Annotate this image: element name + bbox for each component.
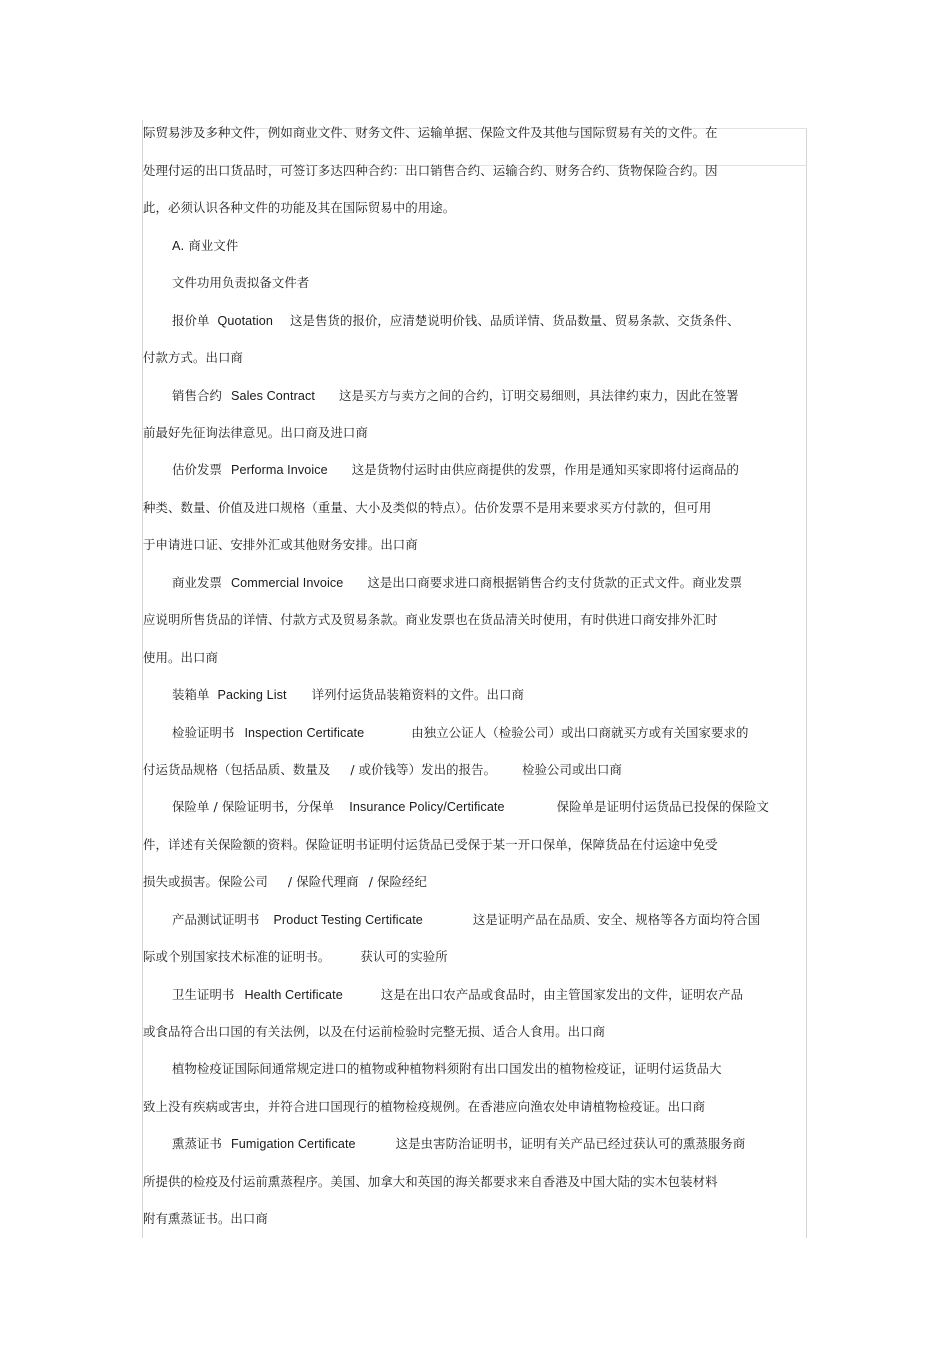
doc-function: 这是买方与卖方之间的合约，订明交易细则，具法律约束力，因此在签署 (338, 388, 739, 403)
doc-entry-insurance-policy (172, 799, 769, 815)
text-segment: 附有熏蒸证书。出口商 (143, 1211, 268, 1226)
text-segment: 文件功用负责拟备文件者 (172, 275, 310, 290)
doc-name-zh: 估价发票 (172, 462, 222, 477)
doc-entry-health-certificate (172, 987, 743, 1003)
doc-name-zh: 商业发票 (172, 575, 222, 590)
doc-entry-quotation (172, 313, 740, 329)
doc-entry-phytosanitary-certificate (172, 1061, 722, 1077)
doc-function: 由独立公证人（检验公司）或出口商就买方或有关国家要求的 (411, 725, 749, 740)
doc-function: 保险单是证明付运货品已投保的保险文 (556, 799, 769, 814)
doc-name-zh: 销售合约 (172, 388, 222, 403)
text-segment: 前最好先征询法律意见。出口商及进口商 (143, 425, 368, 440)
doc-function: 这是在出口农产品或食品时，由主管国家发出的文件，证明农产品 (380, 987, 744, 1002)
text-segment: 付款方式。出口商 (143, 350, 243, 365)
text-segment: 此，必须认识各种文件的功能及其在国际贸易中的用途。 (143, 200, 456, 215)
doc-function: 这是证明产品在品质、安全、规格等各方面均符合国 (472, 912, 761, 927)
text-segment: 损失或损害。保险公司 (143, 874, 268, 889)
doc-name-en: Commercial Invoice (230, 576, 344, 590)
doc-entry-fumigation-certificate (172, 1136, 745, 1152)
doc-name-en: Insurance Policy/Certificate (349, 800, 505, 814)
text-segment: 致上没有疾病或害虫，并符合进口国现行的植物检疫规例。在香港应向渔农处申请植物检疫证。出口商 (143, 1099, 706, 1114)
doc-name-en: Fumigation Certificate (230, 1137, 356, 1151)
paragraph-line (143, 537, 418, 553)
paragraph-line (143, 874, 427, 890)
doc-entry-performa-invoice (172, 462, 739, 478)
text-segment: 于申请进口证、安排外汇或其他财务安排。出口商 (143, 537, 418, 552)
doc-name-zh: 产品测试证明书 (172, 912, 260, 927)
right-margin-rule (806, 128, 807, 1238)
paragraph-line (143, 762, 622, 778)
doc-name-en: Quotation (217, 314, 273, 328)
doc-name-zh: 报价单 (172, 313, 210, 328)
doc-entry-packing-list (172, 687, 524, 703)
paragraph-line (143, 949, 448, 965)
doc-function: 这是售货的报价，应清楚说明价钱、品质详情、货品数量、贸易条款、交货条件、 (290, 313, 740, 328)
paragraph-line (143, 650, 218, 666)
text-segment: 植物检疫证国际间通常规定进口的植物或种植物料须附有出口国发出的植物检疫证，证明付运货品大 (172, 1061, 722, 1076)
text-segment: / 保险代理商 (287, 874, 359, 889)
doc-preparer: 获认可的实验所 (360, 949, 448, 964)
text-segment: / 保险经纪 (368, 874, 427, 889)
doc-name-zh: 卫生证明书 (172, 987, 235, 1002)
paragraph-line (143, 425, 368, 441)
doc-function: 这是出口商要求进口商根据销售合约支付货款的正式文件。商业发票 (367, 575, 743, 590)
text-segment: 际或个别国家技术标准的证明书。 (143, 949, 331, 964)
doc-name-en: Inspection Certificate (244, 726, 365, 740)
paragraph-line (143, 350, 243, 366)
doc-entry-product-testing-certificate (172, 912, 760, 928)
left-margin-rule (142, 120, 143, 1238)
section-heading (172, 238, 238, 254)
doc-entry-sales-contract (172, 388, 739, 404)
paragraph-line (143, 500, 711, 516)
paragraph-line (143, 1211, 268, 1227)
paragraph-line (143, 1174, 718, 1190)
text-segment: 所提供的检疫及付运前熏蒸程序。美国、加拿大和英国的海关都要求来自香港及中国大陆的实木包装材料 (143, 1174, 718, 1189)
paragraph-line (143, 125, 718, 141)
doc-name-en: Performa Invoice (230, 463, 328, 477)
text-segment: A. 商业文件 (172, 238, 239, 253)
doc-name-zh: 检验证明书 (172, 725, 235, 740)
table-header (172, 275, 309, 291)
doc-function: 这是虫害防治证明书，证明有关产品已经过获认可的熏蒸服务商 (395, 1136, 746, 1151)
paragraph-line (143, 837, 718, 853)
text-segment: 种类、数量、价值及进口规格（重量、大小及类似的特点）。估价发票不是用来要求买方付款的，但可用 (143, 500, 712, 515)
paragraph-line (143, 612, 718, 628)
doc-entry-commercial-invoice (172, 575, 742, 591)
text-segment: 际贸易涉及多种文件，例如商业文件、财务文件、运输单据、保险文件及其他与国际贸易有关的文件。在 (143, 125, 718, 140)
doc-name-en: Health Certificate (244, 988, 343, 1002)
doc-entry-inspection-certificate (172, 725, 749, 741)
text-segment: 或食品符合出口国的有关法例，以及在付运前检验时完整无损、适合人食用。出口商 (143, 1024, 606, 1039)
text-segment: 处理付运的出口货品时，可签订多达四种合约：出口销售合约、运输合约、财务合约、货物保险合约。因 (143, 163, 718, 178)
text-segment: 使用。出口商 (143, 650, 218, 665)
doc-name-zh: 装箱单 (172, 687, 210, 702)
text-segment: / 或价钱等）发出的报告。 (350, 762, 497, 777)
paragraph-line (143, 1099, 705, 1115)
doc-name-en: Packing List (217, 688, 287, 702)
text-segment: 应说明所售货品的详情、付款方式及贸易条款。商业发票也在货品清关时使用，有时供进口商安排外汇时 (143, 612, 718, 627)
paragraph-line (143, 1024, 605, 1040)
doc-name-zh: 熏蒸证书 (172, 1136, 222, 1151)
paragraph-line (143, 200, 455, 216)
text-segment: 件，详述有关保险额的资料。保险证明书证明付运货品已受保于某一开口保单，保障货品在付运途中免受 (143, 837, 718, 852)
doc-name-en: Product Testing Certificate (273, 913, 423, 927)
paragraph-line (143, 163, 718, 179)
doc-name-zh: 保险单 / 保险证明书，分保单 (172, 799, 335, 814)
doc-function: 详列付运货品装箱资料的文件。出口商 (311, 687, 524, 702)
doc-name-en: Sales Contract (230, 389, 315, 403)
text-segment: 付运货品规格（包括品质、数量及 (143, 762, 331, 777)
doc-function: 这是货物付运时由供应商提供的发票，作用是通知买家即将付运商品的 (351, 462, 739, 477)
doc-preparer: 检验公司或出口商 (522, 762, 623, 777)
